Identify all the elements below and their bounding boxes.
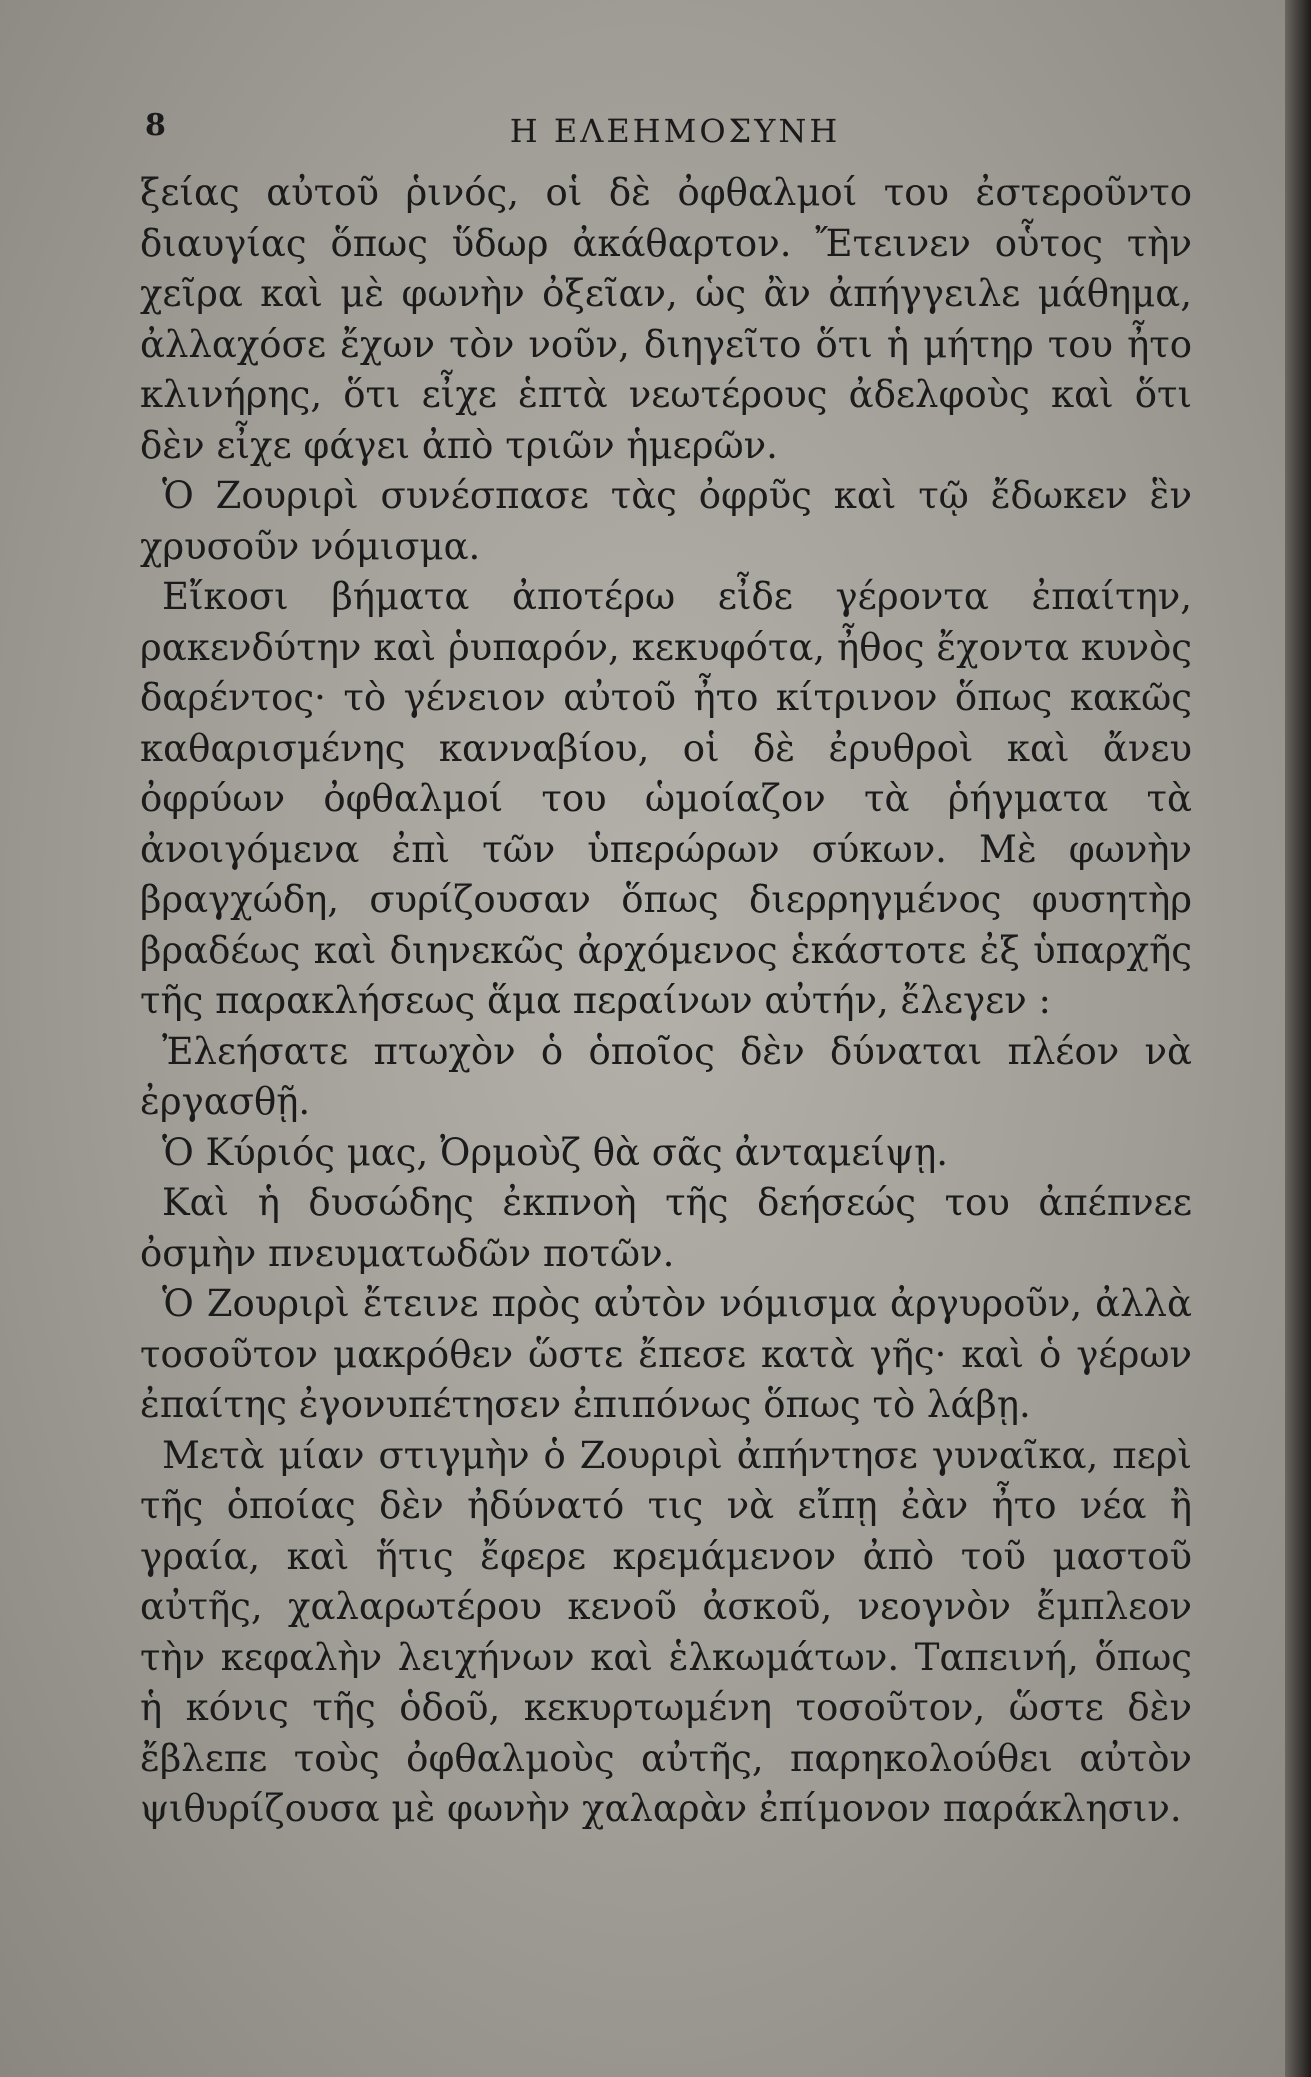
binding-shadow	[1285, 0, 1311, 2077]
paragraph: Καὶ ἡ δυσώδης ἐκπνοὴ τῆς δεήσεώς του ἀπέπνεε ὀσμὴν πνευματωδῶν ποτῶν.	[140, 1181, 1192, 1275]
paragraph: Ὁ Κύριός μας, Ὀρμοὺζ θὰ σᾶς ἀνταμείψῃ.	[162, 1130, 949, 1174]
running-head: Η ΕΛΕΗΜΟΣΥΝΗ	[509, 112, 841, 150]
page-header	[145, 108, 1205, 158]
paragraph-continuation: ξείας αὐτοῦ ῥινός, οἱ δὲ ὀφθαλμοί του ἐστεροῦντο διαυγίας ὅπως ὕδωρ ἀκάθαρτον. Ἔτεινεν οὗτος τὴν χεῖρα καὶ μὲ φωνὴν ὀξεῖαν, ὡς ἂν ἀπήγγειλε μάθημα, ἀλλαχόσε ἔχων τὸν νοῦν, διηγεῖτο ὅτι ἡ μήτηρ του ἦτο κλινήρης, ὅτι εἶχε ἑπτὰ νεωτέρους ἀδελφοὺς καὶ ὅτι δὲν εἶχε φάγει ἀπὸ τριῶν ἡμερῶν.	[140, 171, 1192, 467]
paragraph: Εἴκοσι βήματα ἀποτέρω εἶδε γέροντα ἐπαίτην, ρακενδύτην καὶ ῥυπαρόν, κεκυφότα, ἦθος ἔχοντα κυνὸς δαρέντος· τὸ γένειον αὐτοῦ ἦτο κίτρινον ὅπως κακῶς καθαρισμένης κανναβίου, οἱ δὲ ἐρυθροὶ καὶ ἄνευ ὀφρύων ὀφθαλμοί του ὡμοίαζον τὰ ῥήγματα τὰ ἀνοιγόμενα ἐπὶ τῶν ὑπερώρων σύκων. Μὲ φωνὴν βραγχώδη, συρίζουσαν ὅπως διερρηγμένος φυσητὴρ βραδέως καὶ διηνεκῶς ἀρχόμενος ἑκάστοτε ἐξ ὑπαρχῆς τῆς παρακλήσεως ἅμα περαίνων αὐτήν, ἔλεγεν :	[140, 575, 1192, 1022]
paragraph: Ὁ Ζουριρὶ συνέσπασε τὰς ὀφρῦς καὶ τῷ ἔδωκεν ἓν χρυσοῦν νόμισμα.	[140, 474, 1192, 568]
paragraph: Ὁ Ζουριρὶ ἔτεινε πρὸς αὐτὸν νόμισμα ἀργυροῦν, ἀλλὰ τοσοῦτον μακρόθεν ὥστε ἔπεσε κατὰ γῆς· καὶ ὁ γέρων ἐπαίτης ἐγονυπέτησεν ἐπιπόνως ὅπως τὸ λάβῃ.	[140, 1282, 1192, 1426]
paragraph: Μετὰ μίαν στιγμὴν ὁ Ζουριρὶ ἀπήντησε γυναῖκα, περὶ τῆς ὁποίας δὲν ἠδύνατό τις νὰ εἴπῃ ἐὰν ἦτο νέα ἢ γραία, καὶ ἥτις ἔφερε κρεμάμενον ἀπὸ τοῦ μαστοῦ αὐτῆς, χαλαρωτέρου κενοῦ ἀσκοῦ, νεογνὸν ἔμπλεον τὴν κεφαλὴν λειχήνων καὶ ἑλκωμάτων. Ταπεινή, ὅπως ἡ κόνις τῆς ὁδοῦ, κεκυρτωμένη τοσοῦτον, ὥστε δὲν ἔβλεπε τοὺς ὀφθαλμοὺς αὐτῆς, παρηκολούθει αὐτὸν ψιθυρίζουσα μὲ φωνὴν χαλαρὰν ἐπίμονον παράκλησιν.	[140, 1433, 1192, 1830]
page-number: 8	[145, 108, 166, 143]
body-text	[140, 168, 1192, 1835]
paragraph: Ἐλεήσατε πτωχὸν ὁ ὁποῖος δὲν δύναται πλέον νὰ ἐργασθῇ.	[140, 1029, 1192, 1123]
